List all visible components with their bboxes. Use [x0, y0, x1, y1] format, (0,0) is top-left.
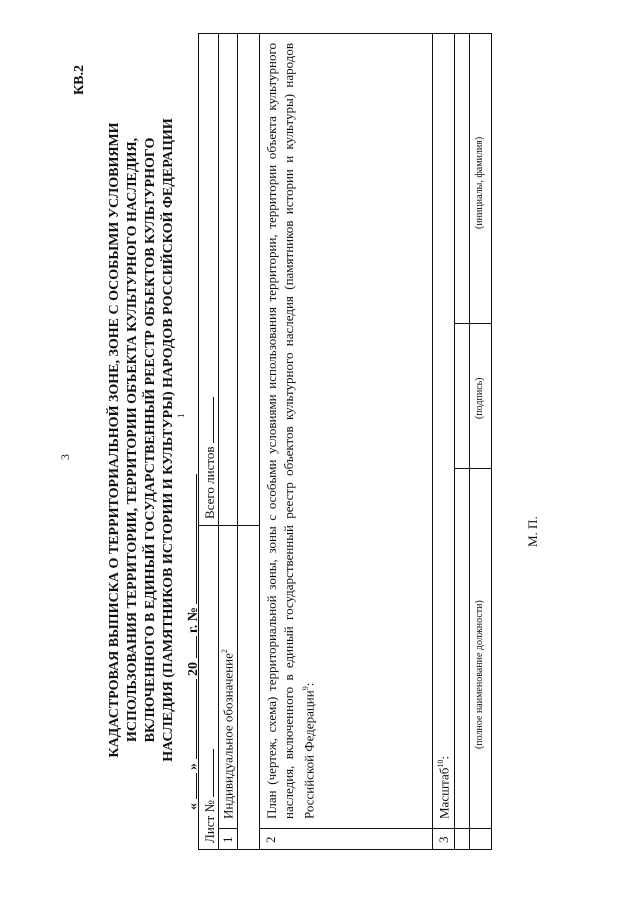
number-column-divider: [218, 828, 238, 829]
row-footnote: 9: [301, 686, 310, 691]
name-caption: (инициалы, фамилия): [474, 136, 485, 229]
signature-column-divider: [454, 468, 491, 469]
date-suffix: г. №: [186, 607, 201, 633]
table-divider: [259, 34, 260, 849]
header-divider: [199, 525, 259, 526]
sheet-number-blank: [201, 749, 214, 797]
row-label-scale: [436, 756, 452, 819]
month-blank: [184, 680, 197, 760]
row-number: 3: [436, 836, 451, 843]
number-column-divider: [259, 828, 432, 829]
number-column-divider: [432, 828, 454, 829]
table-divider: [454, 34, 455, 849]
sheet-label: Лист №: [202, 800, 217, 843]
position-caption: (полное наименование должности): [474, 600, 485, 749]
sheet-number-label: [201, 749, 218, 843]
signature-caption: (подпись): [474, 377, 485, 419]
signature-column-divider: [454, 323, 491, 324]
row-label-plan: [263, 43, 317, 819]
form-code: КВ.2: [72, 65, 87, 95]
table-divider: [432, 34, 433, 849]
number-column-divider: [454, 828, 491, 829]
table-divider: [218, 34, 219, 849]
total-sheets-label: [201, 397, 218, 519]
extract-table: [198, 33, 492, 850]
row-footnote: 2: [220, 649, 229, 654]
page-number: 3: [58, 454, 72, 460]
row-label-suffix: :: [301, 682, 317, 687]
date-year-prefix: 20: [186, 662, 201, 676]
row-label-text: Масштаб: [436, 767, 452, 819]
row-footnote: 10: [436, 759, 445, 768]
date-open-quote: «: [186, 803, 201, 810]
row-number: 1: [220, 836, 235, 843]
year-blank: [184, 637, 197, 659]
table-divider: [469, 34, 470, 849]
total-sheets-text: Всего листов: [202, 446, 217, 519]
number-blank: [184, 474, 197, 604]
table-divider: [237, 34, 238, 849]
row-label-text: План (чертеж, схема) территориальной зоны, зоны с особыми условиями использования территории, территории объекта культурного наследия, включенного в единый государственный реестр объектов культурного наследия (памятников истории и культуры) народов Российской Федерации: [264, 43, 317, 819]
row-label-individual-designation: [220, 649, 236, 819]
row-number: 2: [263, 836, 278, 843]
document-title: КАДАСТРОВАЯ ВЫПИСКА О ТЕРРИТОРИАЛЬНОЙ ЗОНЕ, ЗОНЕ С ОСОБЫМИ УСЛОВИЯМИ ИСПОЛЬЗОВАНИЯ ТЕРРИТОРИИ, ТЕРРИТОРИИ ОБЪЕКТА КУЛЬТУРНОГО НАСЛЕДИЯ, ВКЛЮЧЕННОГО В ЕДИНЫЙ ГОСУДАРСТВЕННЫЙ РЕЕСТР ОБЪЕКТОВ КУЛЬТУРНОГО НАСЛЕДИЯ (ПАМЯТНИКОВ ИСТОРИИ И КУЛЬТУРЫ) НАРОДОВ РОССИЙСКОЙ ФЕДЕРАЦИИ: [107, 118, 176, 762]
row-label-text: Индивидуальное обозначение: [220, 653, 236, 819]
date-close-quote: »: [186, 763, 201, 770]
day-blank: [184, 774, 197, 800]
total-sheets-blank: [201, 397, 214, 443]
row-label-suffix: :: [436, 756, 452, 760]
seal-label: М. П.: [525, 516, 540, 547]
title-footnote: 1: [176, 413, 186, 418]
